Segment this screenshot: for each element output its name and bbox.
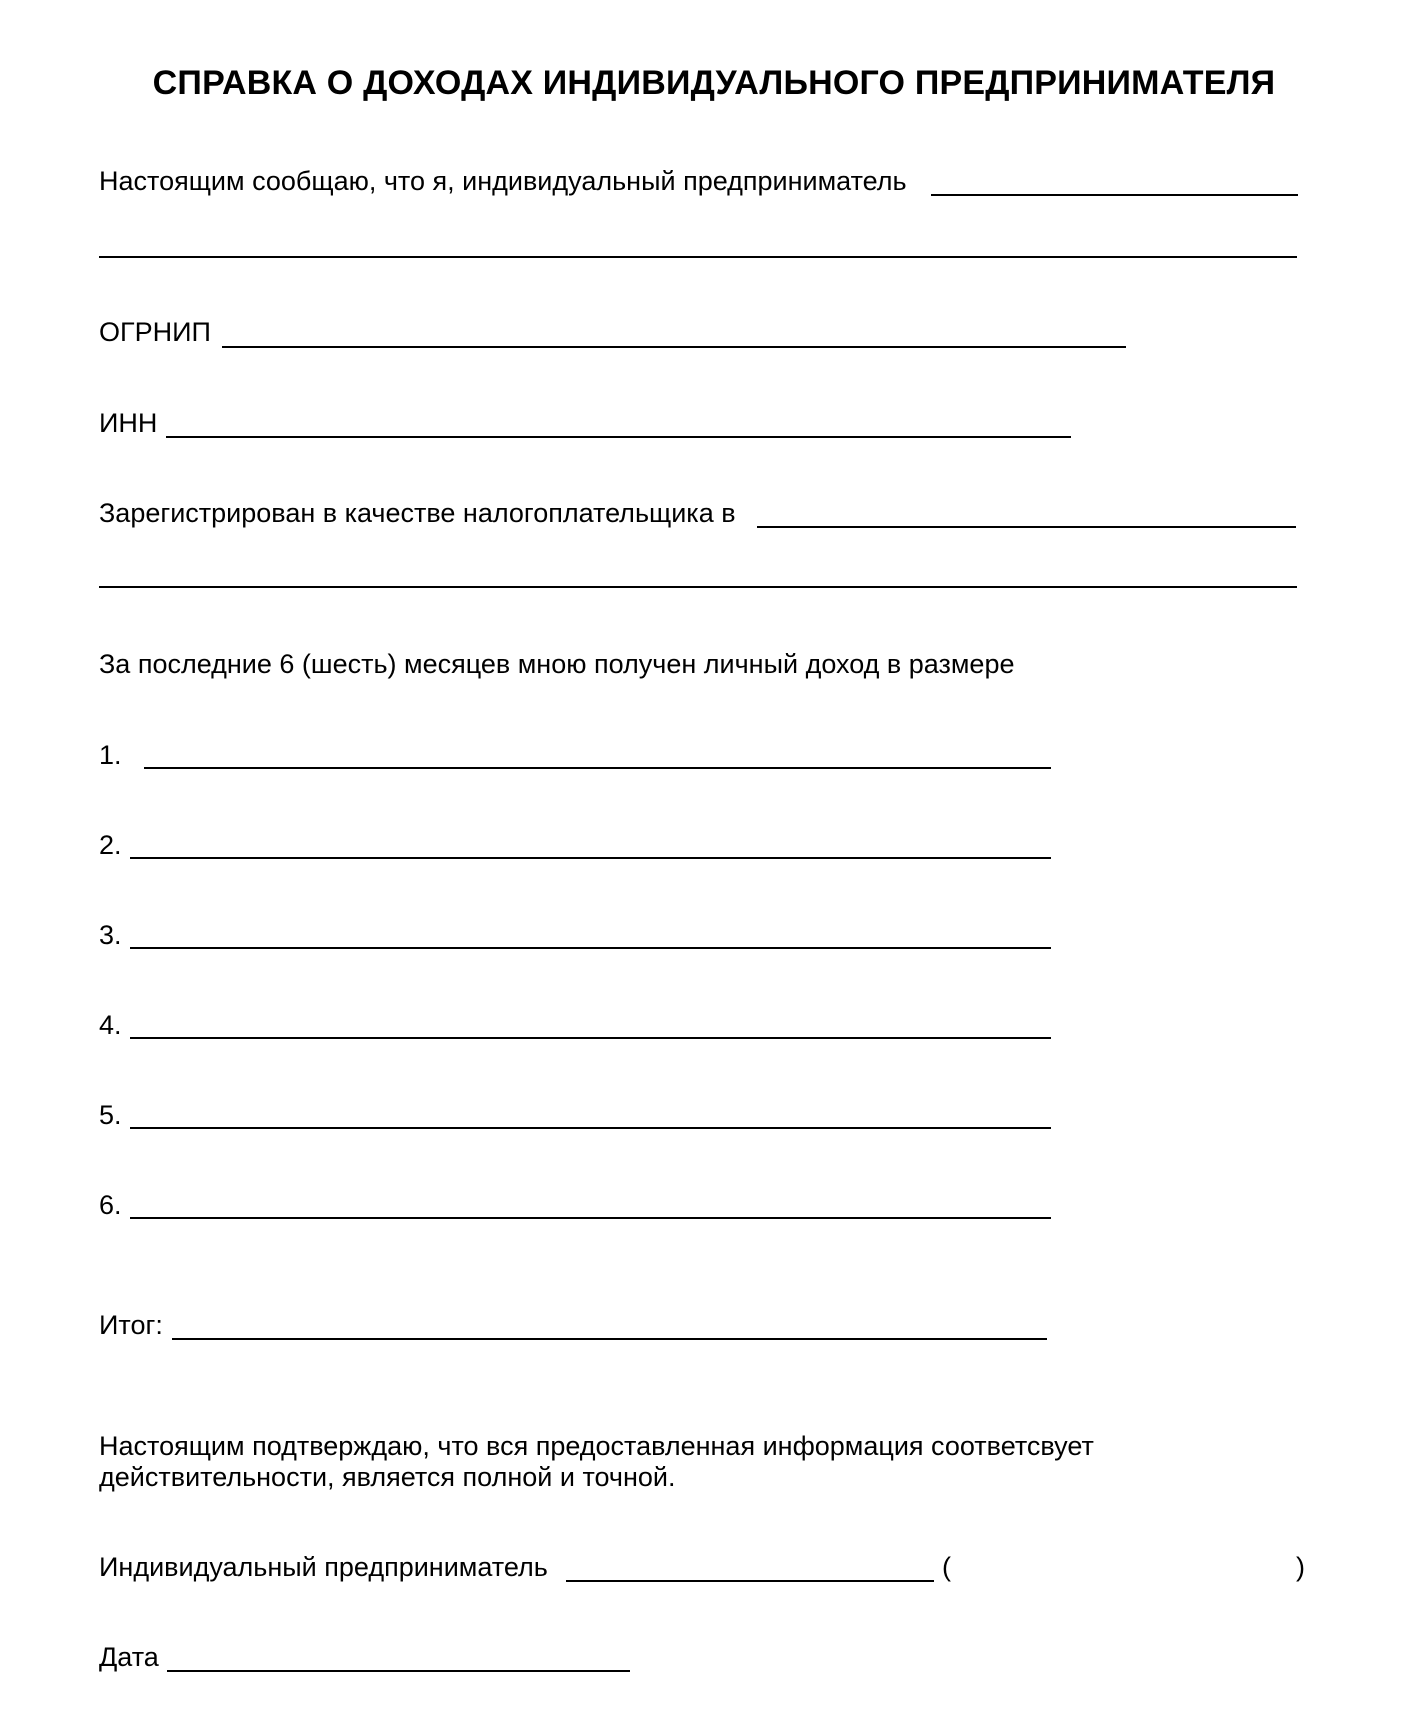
date-field[interactable] bbox=[167, 1670, 630, 1672]
ogrnip-field[interactable] bbox=[222, 346, 1126, 348]
signature-label: Индивидуальный предприниматель bbox=[99, 1552, 548, 1582]
registered-label: Зарегистрирован в качестве налогоплательщика в bbox=[99, 498, 736, 528]
registered-field-continued[interactable] bbox=[99, 586, 1297, 588]
open-paren: ( bbox=[942, 1552, 951, 1582]
income-item-number: 2. bbox=[99, 830, 122, 860]
total-field[interactable] bbox=[172, 1338, 1047, 1340]
income-item-number: 1. bbox=[99, 740, 122, 770]
income-item-field[interactable] bbox=[130, 1037, 1051, 1039]
date-label: Дата bbox=[99, 1642, 159, 1672]
income-item-number: 3. bbox=[99, 920, 122, 950]
registered-field[interactable] bbox=[757, 526, 1296, 528]
confirmation-text-line2: действительности, является полной и точной. bbox=[99, 1462, 676, 1492]
income-item-field[interactable] bbox=[130, 947, 1051, 949]
document-title: СПРАВКА О ДОХОДАХ ИНДИВИДУАЛЬНОГО ПРЕДПРИНИМАТЕЛЯ bbox=[152, 64, 1276, 102]
entrepreneur-name-field-continued[interactable] bbox=[99, 256, 1297, 258]
ogrnip-label: ОГРНИП bbox=[99, 317, 211, 347]
signature-field[interactable] bbox=[566, 1580, 934, 1582]
entrepreneur-name-field[interactable] bbox=[931, 194, 1298, 196]
confirmation-text-line1: Настоящим подтверждаю, что вся предоставленная информация соответсвует bbox=[99, 1431, 1094, 1461]
inn-label: ИНН bbox=[99, 408, 158, 438]
income-item-field[interactable] bbox=[130, 1217, 1051, 1219]
close-paren: ) bbox=[1296, 1552, 1305, 1582]
income-item-field[interactable] bbox=[130, 1127, 1051, 1129]
income-intro: За последние 6 (шесть) месяцев мною получен личный доход в размере bbox=[99, 649, 1015, 679]
income-item-number: 6. bbox=[99, 1190, 122, 1220]
income-item-number: 4. bbox=[99, 1010, 122, 1040]
intro-label: Настоящим сообщаю, что я, индивидуальный предприниматель bbox=[99, 166, 907, 196]
total-label: Итог: bbox=[99, 1310, 163, 1340]
income-item-field[interactable] bbox=[130, 857, 1051, 859]
inn-field[interactable] bbox=[166, 436, 1071, 438]
income-item-number: 5. bbox=[99, 1100, 122, 1130]
income-item-field[interactable] bbox=[144, 767, 1051, 769]
